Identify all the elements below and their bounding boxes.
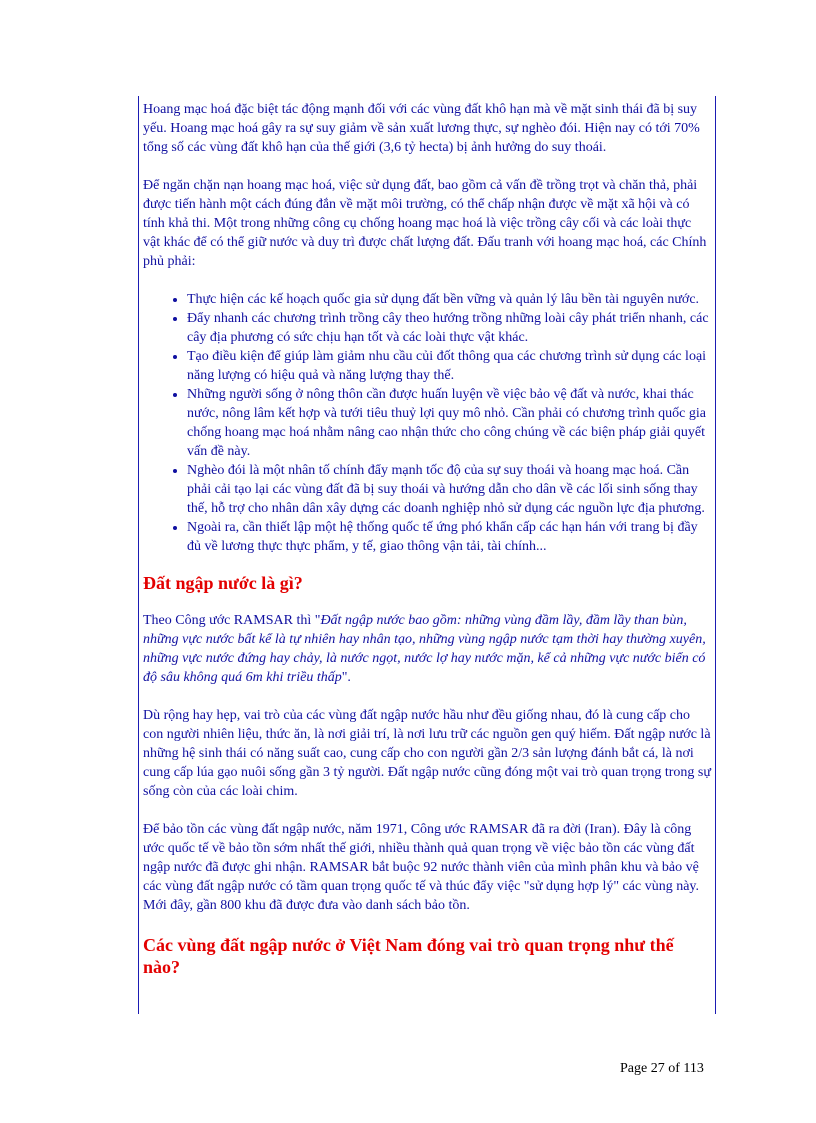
list-item: • Nghèo đói là một nhân tố chính đẩy mạnh tốc độ của sự suy thoái và hoang mạc hoá. Cần phải cải tạo lại các vùng đất đã bị suy thoái và hướng dẫn cho dân về các lối sinh sống thay thế, hỗ trợ cho nhân dân xây dựng các doanh nghiệp nhỏ sử dụng các nguồn lực địa phương. xyxy=(187,461,711,518)
ramsar-quote-prefix: Theo Công ước RAMSAR thì " xyxy=(143,613,321,628)
page-number: Page 27 of 113 xyxy=(620,1061,704,1076)
list-item: • Tạo điều kiện để giúp làm giảm nhu cầu củi đốt thông qua các chương trình sử dụng các loại năng lượng có hiệu quả và năng lượng thay thế. xyxy=(187,347,711,385)
section-heading-vietnam-wetlands: Các vùng đất ngập nước ở Việt Nam đóng vai trò quan trọng như thế nào? xyxy=(143,935,674,977)
government-actions-list xyxy=(143,290,711,556)
paragraph-desertification-impact: Hoang mạc hoá đặc biệt tác động mạnh đối với các vùng đất khô hạn mà về mặt sinh thái đã bị suy yếu. Hoang mạc hoá gây ra sự suy giảm về sản xuất lương thực, sự nghèo đói. Hiện nay có tới 70% tổng số các vùng đất khô hạn của thế giới (3,6 tỷ hecta) bị ảnh hưởng do suy thoái. xyxy=(143,102,700,155)
list-item: • Đẩy nhanh các chương trình trồng cây theo hướng trồng những loài cây phát triển nhanh, các cây địa phương có sức chịu hạn tốt và các loài thực vật khác. xyxy=(187,309,711,347)
paragraph-ramsar-convention: Để bảo tồn các vùng đất ngập nước, năm 1971, Công ước RAMSAR đã ra đời (Iran). Đây là công ước quốc tế về bảo tồn sớm nhất thế giới, nhiều thành quả quan trọng về việc bảo tồn các vùng đất ngập nước đã được ghi nhận. RAMSAR bắt buộc 92 nước thành viên của mình phân khu và bảo vệ các vùng đất ngập nước có tầm quan trọng quốc tế và thúc đẩy việc "sử dụng hợp lý" các vùng này. Mới đây, gần 800 khu đã được đưa vào danh sách bảo tồn. xyxy=(143,822,700,913)
ramsar-quote-suffix: ". xyxy=(341,670,351,685)
paragraph-desertification-prevention: Để ngăn chặn nạn hoang mạc hoá, việc sử dụng đất, bao gồm cả vấn đề trồng trọt và chăn thả, phải được tiến hành một cách đúng đắn về mặt môi trường, có thể chấp nhận được về mặt xã hội và có tính khả thi. Một trong những công cụ chống hoang mạc hoá là việc trồng cây cối và các loài thực vật khác để có thể giữ nước và duy trì được chất lượng đất. Đấu tranh với hoang mạc hoá, các Chính phủ phải: xyxy=(143,178,707,269)
section-heading-wetland-definition: Đất ngập nước là gì? xyxy=(143,573,303,593)
ramsar-definition-quote: Đất ngập nước bao gồm: những vùng đầm lầy, đầm lầy than bùn, những vực nước bất kể là tự nhiên hay nhân tạo, những vùng ngập nước tạm thời hay thường xuyên, những vực nước đứng hay chảy, là nước ngọt, nước lợ hay nước mặn, kể cả những vực nước biển có độ sâu không quá 6m khi triều thấp xyxy=(143,613,706,685)
list-item: • Ngoài ra, cần thiết lập một hệ thống quốc tế ứng phó khẩn cấp các hạn hán với trang bị đầy đủ về lương thực thực phẩm, y tế, giao thông vận tải, tài chính... xyxy=(187,518,711,556)
content-frame xyxy=(138,96,716,1014)
paragraph-wetland-role: Dù rộng hay hẹp, vai trò của các vùng đất ngập nước hầu như đều giống nhau, đó là cung cấp cho con người nhiên liệu, thức ăn, là nơi giải trí, là nơi lưu trữ các nguồn gen quý hiếm. Đất ngập nước là những hệ sinh thái có năng suất cao, cung cấp cho con người gần 2/3 sản lượng đánh bắt cá, là nơi cung cấp lúa gạo nuôi sống gần 3 tỷ người. Đất ngập nước cũng đóng một vai trò quan trọng trong sự sống còn của các loài chim. xyxy=(143,708,711,799)
list-item: • Những người sống ở nông thôn cần được huấn luyện về việc bảo vệ đất và nước, khai thác nước, nông lâm kết hợp và tưới tiêu thuỷ lợi quy mô nhỏ. Cần phải có chương trình quốc gia chống hoang mạc hoá nhằm nâng cao nhận thức cho công chúng về các biện pháp giải quyết vấn đề này. xyxy=(187,385,711,461)
list-item: • Thực hiện các kế hoạch quốc gia sử dụng đất bền vững và quản lý lâu bền tài nguyên nước. xyxy=(187,290,711,309)
paragraph-ramsar-definition xyxy=(143,611,711,687)
